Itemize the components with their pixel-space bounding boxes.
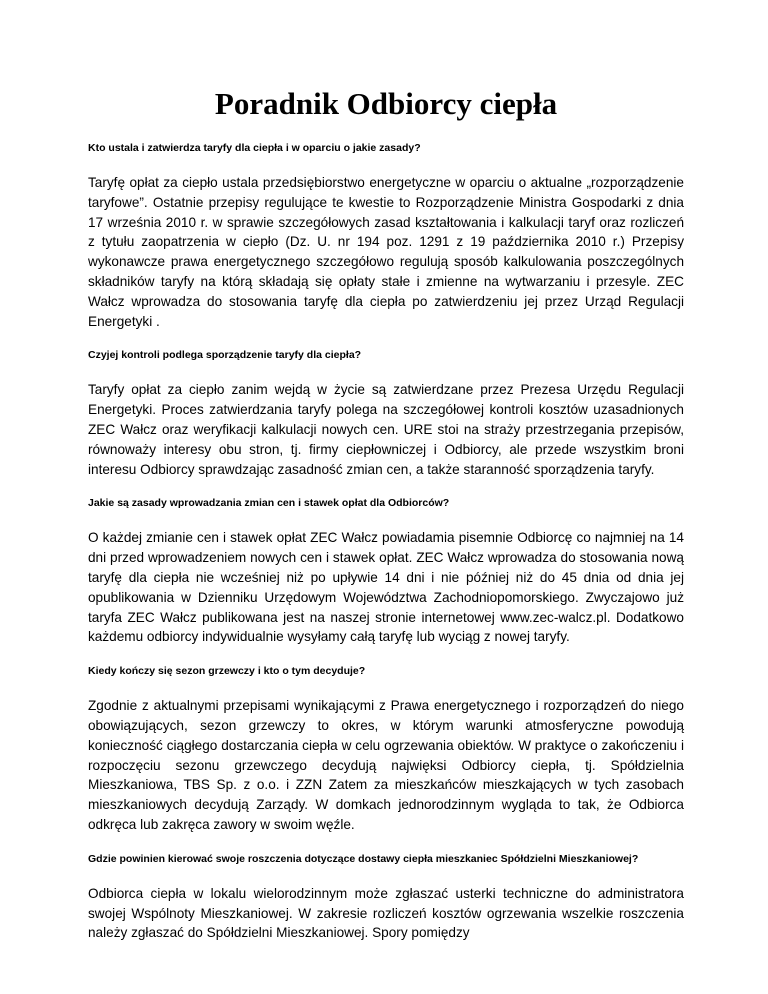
section-tariff-control xyxy=(88,347,684,479)
section-answer: Odbiorca ciepła w lokalu wielorodzinnym może zgłaszać usterki techniczne do administratora swojej Wspólnoty Mieszkaniowej. W zakresie rozliczeń kosztów ogrzewania wszelkie roszczenia należy zgłaszać do Spółdzielni Mieszkaniowej. Spory pomiędzy xyxy=(88,885,684,941)
section-tariff-approval xyxy=(88,140,684,331)
section-question: Gdzie powinien kierować swoje roszczenia dotyczące dostawy ciepła mieszkaniec Spółdzielni Mieszkaniowej? xyxy=(88,852,639,865)
section-answer: O każdej zmianie cen i stawek opłat ZEC Wałcz powiadamia pisemnie Odbiorcę co najmniej na 14 dni przed wprowadzeniem nowych cen i stawek opłat. ZEC Wałcz wprowadza do stosowania nową taryfę dla ciepła nie wcześniej niż po upływie 14 dni i nie później niż do 45 dnia od dnia jej opublikowania w Dzienniku Urzędowym Województwa Zachodniopomorskiego. Zwyczajowo już taryfa ZEC Wałcz publikowana jest na naszej stronie internetowej www.zec-walcz.pl. Dodatkowo każdemu odbiorcy indywidualnie wysyłamy całą taryfę lub wyciąg z nowej taryfy. xyxy=(88,530,684,645)
section-question: Jakie są zasady wprowadzania zmian cen i stawek opłat dla Odbiorców? xyxy=(88,497,450,510)
document-page xyxy=(88,76,684,959)
section-answer: Zgodnie z aktualnymi przepisami wynikającymi z Prawa energetycznego i rozporządzeń do niego obowiązujących, sezon grzewczy to okres, w którym warunki atmosferyczne powodują konieczność ciągłego dostarczania ciepła w celu ogrzewania obiektów. W praktyce o zakończeniu i rozpoczęciu sezonu grzewczego decydują najwięksi Odbiorcy ciepła, tj. Spółdzielnia Mieszkaniowa, TBS Sp. z o.o. i ZZN Zatem za mieszkańców mieszkających w tych zasobach mieszkaniowych decydują Zarządy. W domkach jednorodzinnym wygląda to tak, że Odbiorca odkręca lub zakręca zawory w swoim węźle. xyxy=(88,698,684,832)
section-question: Czyjej kontroli podlega sporządzenie taryfy dla ciepła? xyxy=(88,349,362,362)
section-question: Kiedy kończy się sezon grzewczy i kto o tym decyduje? xyxy=(88,665,366,678)
section-answer: Taryfy opłat za ciepło zanim wejdą w życie są zatwierdzane przez Prezesa Urzędu Regulacji Energetyki. Proces zatwierdzania taryfy polega na szczegółowej kontroli kosztów uzasadnionych ZEC Wałcz oraz weryfikacji kalkulacji nowych cen. URE stoi na straży przestrzegania przepisów, równoważy interesy obu stron, tj. firmy ciepłowniczej i Odbiorcy, ale przede wszystkim broni interesu Odbiorcy sprawdzając zasadność zmian cen, a także staranność sporządzenia taryfy. xyxy=(88,382,684,477)
document-title: Poradnik Odbiorcy ciepła xyxy=(214,86,558,121)
section-question: Kto ustala i zatwierdza taryfy dla ciepła i w oparciu o jakie zasady? xyxy=(88,142,421,154)
section-answer: Taryfę opłat za ciepło ustala przedsiębiorstwo energetyczne w oparciu o aktualne „rozporządzenie taryfowe”. Ostatnie przepisy regulujące te kwestie to Rozporządzenie Ministra Gospodarki z dnia 17 września 2010 r. w sprawie szczegółowych zasad kształtowania i kalkulacji taryf oraz rozliczeń z tytułu zaopatrzenia w ciepło (Dz. U. nr 194 poz. 1291 z 19 października 2010 r.) Przepisy wykonawcze prawa energetycznego szczegółowo regulują sposób kalkulowania poszczególnych składników taryfy na którą składają się opłaty stałe i zmienne na wytwarzaniu i przesyle. ZEC Wałcz wprowadza do stosowania taryfę dla ciepła po zatwierdzeniu jej przez Urząd Regulacji Energetyki . xyxy=(88,175,684,329)
section-claims xyxy=(88,851,684,943)
section-price-changes xyxy=(88,495,684,647)
section-heating-season xyxy=(88,663,684,835)
